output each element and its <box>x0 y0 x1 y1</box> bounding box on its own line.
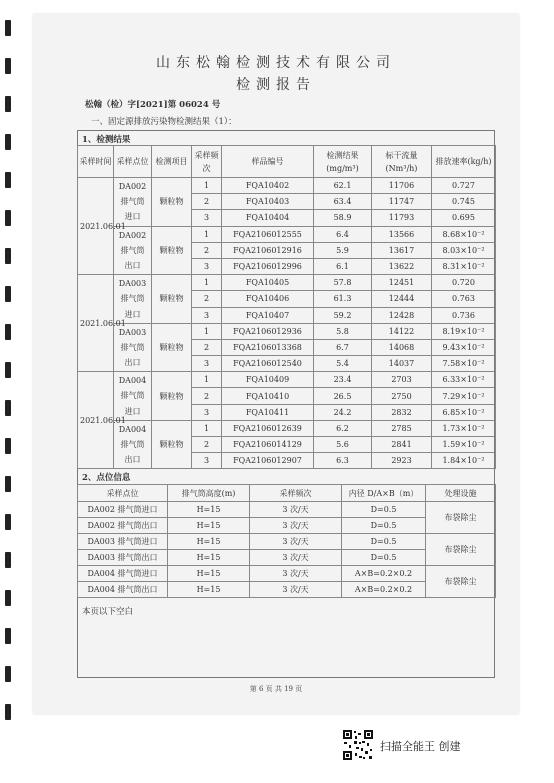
cell-sample: FQA2106012639 <box>222 420 314 436</box>
cell-sample: FQA2106014129 <box>222 437 314 453</box>
cell-flow: 13622 <box>372 258 432 274</box>
cell-result: 62.1 <box>314 178 372 194</box>
cell-flow: 13566 <box>372 226 432 242</box>
table-row <box>78 420 496 436</box>
table-row <box>78 275 496 291</box>
report-title: 检测报告 <box>236 77 316 93</box>
cell-item: 颗粒物 <box>152 226 192 275</box>
cell-result: 24.2 <box>314 404 372 420</box>
cell-rate: 0.695 <box>432 210 496 226</box>
col-header-height: 排气筒高度(m) <box>168 485 250 502</box>
cell-height: H=15 <box>168 550 250 566</box>
cell-sample: FQA2106012540 <box>222 356 314 372</box>
cell-sample: FQA2106012996 <box>222 258 314 274</box>
section1-heading: 1、检测结果 <box>82 135 131 145</box>
cell-flow: 11706 <box>372 178 432 194</box>
cell-point: DA003 排气筒出口 <box>114 323 152 372</box>
cell-result: 6.3 <box>314 453 372 469</box>
cell-rate: 7.58×10⁻² <box>432 356 496 372</box>
cell-point: DA004 排气筒出口 <box>114 420 152 469</box>
cell-rate: 8.03×10⁻² <box>432 242 496 258</box>
cell-point: DA004 排气筒进口 <box>114 372 152 421</box>
qr-code-icon <box>342 729 374 761</box>
col-header-time: 采样时间 <box>78 146 114 178</box>
cell-dim: A×B=0.2×0.2 <box>342 566 426 582</box>
cell-dim: D=0.5 <box>342 550 426 566</box>
section2-heading: 2、点位信息 <box>82 473 131 483</box>
cell-date: 2021.06.01 <box>78 372 114 469</box>
cell-dim: A×B=0.2×0.2 <box>342 582 426 598</box>
cell-result: 6.4 <box>314 226 372 242</box>
cell-result: 58.9 <box>314 210 372 226</box>
cell-sample: FQA2106012936 <box>222 323 314 339</box>
cell-sample: FQA10402 <box>222 178 314 194</box>
cell-sample: FQA2106012916 <box>222 242 314 258</box>
blank-note: 本页以下空白 <box>82 607 134 617</box>
cell-flow: 2841 <box>372 437 432 453</box>
report-page <box>33 14 519 714</box>
table-row <box>78 372 496 388</box>
cell-rate: 8.68×10⁻² <box>432 226 496 242</box>
cell-result: 59.2 <box>314 307 372 323</box>
table-row <box>78 323 496 339</box>
cell-point: DA002 排气筒进口 <box>78 502 168 518</box>
cell-rate: 0.720 <box>432 275 496 291</box>
page-footer: 第 6 页 共 19 页 <box>249 685 303 693</box>
cell-height: H=15 <box>168 502 250 518</box>
table-row <box>78 566 496 582</box>
cell-freq: 1 <box>192 372 222 388</box>
cell-result: 5.6 <box>314 437 372 453</box>
cell-facility: 布袋除尘 <box>426 534 496 566</box>
cell-sample: FQA10407 <box>222 307 314 323</box>
cell-freq: 1 <box>192 226 222 242</box>
cell-freq: 1 <box>192 275 222 291</box>
cell-freq: 3 <box>192 307 222 323</box>
cell-result: 5.8 <box>314 323 372 339</box>
cell-sample: FQA10406 <box>222 291 314 307</box>
table-row <box>78 502 496 518</box>
cell-freq: 1 <box>192 178 222 194</box>
cell-flow: 14037 <box>372 356 432 372</box>
col-header-item: 检测项目 <box>152 146 192 178</box>
section-subtitle: 一、固定源排放污染物检测结果（1）： <box>91 117 237 127</box>
cell-facility: 布袋除尘 <box>426 502 496 534</box>
cell-dim: D=0.5 <box>342 518 426 534</box>
col-header-dim: 内径 D/A×B（m） <box>342 485 426 502</box>
cell-result: 5.4 <box>314 356 372 372</box>
col-header-sample: 样品编号 <box>222 146 314 178</box>
cell-dim: D=0.5 <box>342 534 426 550</box>
col-header-flow: 标干流量(Nm³/h) <box>372 146 432 178</box>
col-header-rate: 排放速率(kg/h) <box>432 146 496 178</box>
cell-rate: 6.33×10⁻² <box>432 372 496 388</box>
cell-rate: 6.85×10⁻² <box>432 404 496 420</box>
cell-height: H=15 <box>168 534 250 550</box>
cell-point: DA002 排气筒进口 <box>114 178 152 227</box>
cell-rate: 0.727 <box>432 178 496 194</box>
cell-flow: 2785 <box>372 420 432 436</box>
cell-result: 6.7 <box>314 339 372 355</box>
cell-freq: 2 <box>192 339 222 355</box>
cell-freq: 3 次/天 <box>250 550 342 566</box>
cell-rate: 8.19×10⁻² <box>432 323 496 339</box>
cell-date: 2021.06.01 <box>78 275 114 372</box>
cell-flow: 14068 <box>372 339 432 355</box>
cell-point: DA003 排气筒进口 <box>114 275 152 324</box>
cell-flow: 12444 <box>372 291 432 307</box>
cell-point: DA002 排气筒出口 <box>114 226 152 275</box>
cell-freq: 3 次/天 <box>250 518 342 534</box>
company-title: 山东松翰检测技术有限公司 <box>156 55 396 71</box>
cell-freq: 2 <box>192 437 222 453</box>
cell-freq: 3 <box>192 258 222 274</box>
cell-sample: FQA2106012555 <box>222 226 314 242</box>
results-frame <box>77 130 495 678</box>
cell-flow: 2750 <box>372 388 432 404</box>
table-row <box>78 534 496 550</box>
cell-flow: 12451 <box>372 275 432 291</box>
cell-result: 5.9 <box>314 242 372 258</box>
cell-rate: 8.31×10⁻² <box>432 258 496 274</box>
cell-result: 26.5 <box>314 388 372 404</box>
cell-sample: FQA10403 <box>222 194 314 210</box>
cell-freq: 3 <box>192 356 222 372</box>
cell-sample: FQA10404 <box>222 210 314 226</box>
cell-freq: 1 <box>192 323 222 339</box>
cell-rate: 0.745 <box>432 194 496 210</box>
cell-point: DA003 排气筒进口 <box>78 534 168 550</box>
cell-freq: 1 <box>192 420 222 436</box>
cell-flow: 11793 <box>372 210 432 226</box>
cell-flow: 11747 <box>372 194 432 210</box>
cell-point: DA004 排气筒出口 <box>78 582 168 598</box>
cell-sample: FQA10409 <box>222 372 314 388</box>
cell-height: H=15 <box>168 582 250 598</box>
cell-flow: 13617 <box>372 242 432 258</box>
cell-flow: 2703 <box>372 372 432 388</box>
cell-sample: FQA10411 <box>222 404 314 420</box>
cell-item: 颗粒物 <box>152 178 192 227</box>
cell-sample: FQA10410 <box>222 388 314 404</box>
document-number: 松翰（检）字[2021]第 06024 号 <box>85 100 221 110</box>
col-header-point: 采样点位 <box>114 146 152 178</box>
cell-result: 57.8 <box>314 275 372 291</box>
cell-result: 63.4 <box>314 194 372 210</box>
col-header-result: 检测结果(mg/m³) <box>314 146 372 178</box>
cell-sample: FQA10405 <box>222 275 314 291</box>
cell-rate: 9.43×10⁻² <box>432 339 496 355</box>
scanner-watermark <box>342 729 492 761</box>
table-row <box>78 226 496 242</box>
cell-freq: 3 次/天 <box>250 534 342 550</box>
cell-rate: 7.29×10⁻² <box>432 388 496 404</box>
cell-freq: 2 <box>192 388 222 404</box>
cell-result: 6.2 <box>314 420 372 436</box>
col-header-freq: 采样频次 <box>250 485 342 502</box>
cell-height: H=15 <box>168 518 250 534</box>
cell-rate: 0.736 <box>432 307 496 323</box>
cell-rate: 1.73×10⁻² <box>432 420 496 436</box>
cell-freq: 3 <box>192 404 222 420</box>
cell-point: DA003 排气筒出口 <box>78 550 168 566</box>
cell-dim: D=0.5 <box>342 502 426 518</box>
cell-freq: 2 <box>192 291 222 307</box>
cell-freq: 2 <box>192 194 222 210</box>
cell-freq: 3 <box>192 210 222 226</box>
cell-result: 23.4 <box>314 372 372 388</box>
cell-rate: 1.59×10⁻² <box>432 437 496 453</box>
cell-sample: FQA2106013368 <box>222 339 314 355</box>
cell-height: H=15 <box>168 566 250 582</box>
cell-flow: 14122 <box>372 323 432 339</box>
cell-item: 颗粒物 <box>152 323 192 372</box>
scanner-label: 扫描全能王 创建 <box>380 740 461 753</box>
cell-item: 颗粒物 <box>152 420 192 469</box>
cell-flow: 2923 <box>372 453 432 469</box>
cell-rate: 0.763 <box>432 291 496 307</box>
cell-freq: 3 次/天 <box>250 566 342 582</box>
cell-freq: 3 <box>192 453 222 469</box>
cell-item: 颗粒物 <box>152 372 192 421</box>
cell-freq: 3 次/天 <box>250 582 342 598</box>
cell-flow: 2832 <box>372 404 432 420</box>
cell-point: DA002 排气筒出口 <box>78 518 168 534</box>
col-header-freq: 采样频次 <box>192 146 222 178</box>
cell-item: 颗粒物 <box>152 275 192 324</box>
cell-rate: 1.84×10⁻² <box>432 453 496 469</box>
cell-flow: 12428 <box>372 307 432 323</box>
col-header-facility: 处理设施 <box>426 485 496 502</box>
cell-point: DA004 排气筒进口 <box>78 566 168 582</box>
cell-sample: FQA2106012907 <box>222 453 314 469</box>
table-row <box>78 178 496 194</box>
cell-facility: 布袋除尘 <box>426 566 496 598</box>
point-info-table <box>77 484 496 598</box>
cell-freq: 3 次/天 <box>250 502 342 518</box>
col-header-point: 采样点位 <box>78 485 168 502</box>
cell-result: 61.3 <box>314 291 372 307</box>
cell-date: 2021.06.01 <box>78 178 114 275</box>
binding-marks <box>3 0 17 783</box>
cell-freq: 2 <box>192 242 222 258</box>
results-table <box>77 145 496 469</box>
cell-result: 6.1 <box>314 258 372 274</box>
